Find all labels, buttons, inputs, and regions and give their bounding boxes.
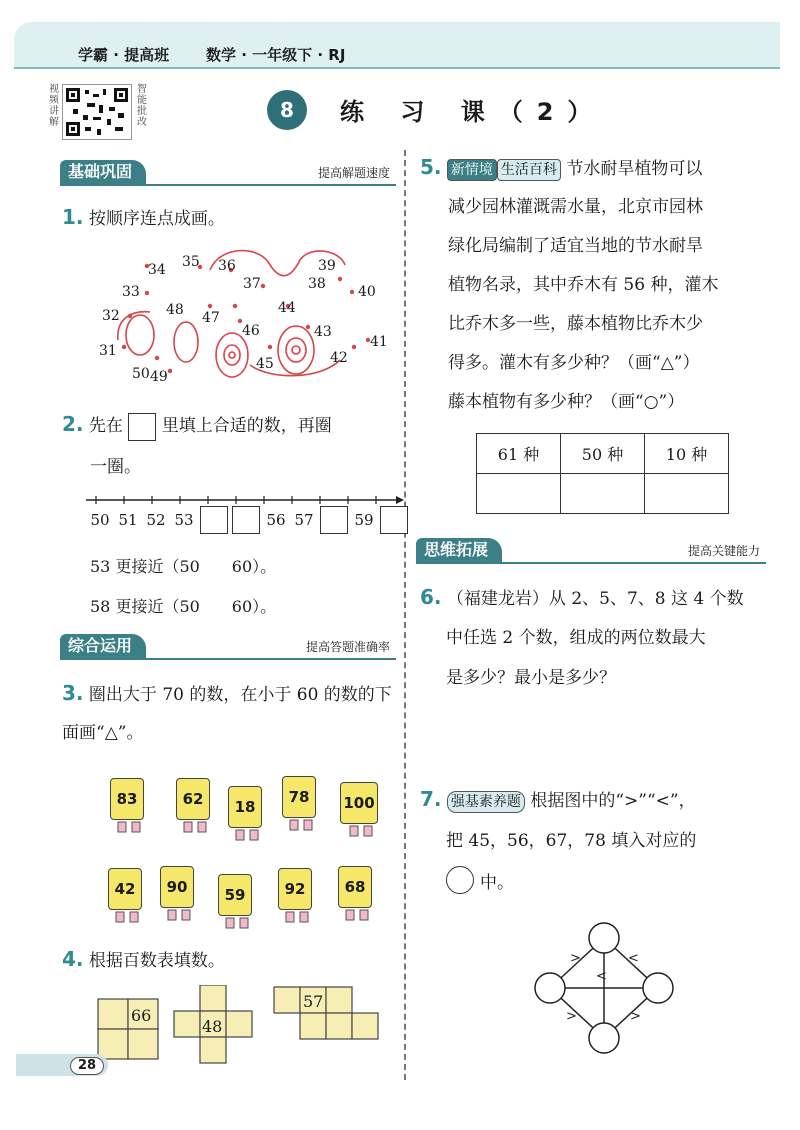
dot-label: 48 <box>166 302 184 318</box>
question-3-text: 圈出大于 70 的数，在小于 60 的数的下面画“△”。 <box>62 685 392 743</box>
section-combined-tag: 综合运用 <box>60 634 146 658</box>
column-divider <box>404 150 406 1080</box>
nl-answer-box[interactable] <box>380 506 408 534</box>
question-6 <box>420 578 770 618</box>
connect-dots-picture[interactable] <box>90 240 400 390</box>
lesson-title: 练 习 课（2） <box>340 98 606 126</box>
question-5-line: 绿化局编制了适宜当地的节水耐旱 <box>448 236 703 256</box>
question-5-line: 得多。灌木有多少种？（画“△”） <box>448 353 700 373</box>
section-thinking-tag: 思维拓展 <box>416 538 502 562</box>
dot-label: 38 <box>308 276 326 292</box>
question-4 <box>62 940 225 980</box>
tag-life-knowledge: 生活百科 <box>497 159 561 181</box>
compare-sign: > <box>630 1009 641 1024</box>
question-5-line: 藤本植物有多少种？（画“○”） <box>448 392 685 412</box>
question-1 <box>62 198 225 238</box>
number-line-labels <box>86 506 410 534</box>
hundred-chart-grids[interactable] <box>96 985 396 1065</box>
subject-title: 数学 · 一年级下 · RJ <box>206 46 346 64</box>
answer-circle <box>643 973 673 1003</box>
question-7-line-2: 把 45，56，67，78 填入对应的 <box>446 831 697 851</box>
compare-sign: < <box>628 951 639 966</box>
answer-circle <box>589 1023 619 1053</box>
dot-label: 46 <box>242 323 260 339</box>
question-6-body <box>446 618 706 698</box>
dot-label: 32 <box>102 308 120 324</box>
page-number: 28 <box>70 1057 104 1075</box>
table-option: 61 种 <box>477 434 561 474</box>
dot-label: 34 <box>148 262 166 278</box>
section-thinking <box>416 538 766 564</box>
nl-label: 51 <box>118 511 138 529</box>
dot-label: 35 <box>182 254 200 270</box>
question-6-line: 中任选 2 个数，组成的两位数最大 <box>446 628 706 648</box>
dot-label: 39 <box>318 258 336 274</box>
dot-label: 47 <box>202 310 220 326</box>
brand-title: 学霸 · 提高班 <box>78 46 170 64</box>
nl-answer-box[interactable] <box>200 506 228 534</box>
answer-circle <box>589 923 619 953</box>
dot-label: 43 <box>314 324 332 340</box>
table-option: 10 种 <box>645 434 729 474</box>
grid-given-number: 57 <box>303 992 324 1011</box>
dot-label: 50 <box>132 366 150 382</box>
question-5-line: 植物名录，其中乔木有 56 种，灌木 <box>448 275 719 295</box>
robot-legs-icon <box>100 760 400 930</box>
question-4-number: 4. <box>62 947 84 971</box>
robot-number-card[interactable]: 62 <box>176 778 210 820</box>
section-basic-tag: 基础巩固 <box>60 160 146 184</box>
question-2-line-1[interactable]: 53 更接近（50 60）。 <box>90 557 277 576</box>
section-combined <box>60 634 396 660</box>
table-answer-cell[interactable] <box>561 474 645 514</box>
question-5-line: 节水耐旱植物可以 <box>566 159 703 179</box>
robot-number-card[interactable]: 92 <box>278 868 312 910</box>
dot-label: 45 <box>256 356 274 372</box>
tag-core-literacy: 强基素养题 <box>447 791 525 813</box>
question-7-line-3-text: 中。 <box>480 872 514 893</box>
nl-label: 52 <box>146 511 166 529</box>
section-basic-hint: 提高解题速度 <box>317 166 390 180</box>
question-5-line: 减少园林灌溉需水量，北京市园林 <box>448 197 703 217</box>
nl-answer-box[interactable] <box>320 506 348 534</box>
question-5 <box>420 148 770 188</box>
dot-label: 36 <box>218 258 236 274</box>
question-7-line-3 <box>446 866 514 894</box>
robot-number-card[interactable]: 18 <box>228 786 262 828</box>
robot-number-card[interactable]: 42 <box>108 868 142 910</box>
qr-code[interactable] <box>62 84 132 140</box>
circle-blank-icon <box>446 866 474 894</box>
question-2-text-a: 先在 <box>88 416 123 436</box>
tag-new-context: 新情境 <box>447 159 497 181</box>
question-2-line-2[interactable]: 58 更接近（50 60）。 <box>90 597 277 616</box>
nl-label: 59 <box>354 511 374 529</box>
robot-number-card[interactable]: 100 <box>340 782 378 824</box>
question-2-text-c: 一圈。 <box>90 457 141 477</box>
nl-answer-box[interactable] <box>232 506 260 534</box>
section-thinking-hint: 提高关键能力 <box>687 544 760 558</box>
dot-label: 37 <box>243 276 261 292</box>
header-divider <box>14 67 780 69</box>
answer-box-icon <box>128 413 156 441</box>
dot-label: 33 <box>122 284 140 300</box>
question-7-number: 7. <box>420 787 442 811</box>
qr-left-label: 视频讲解 <box>49 84 59 128</box>
lesson-number-badge: 8 <box>267 90 307 130</box>
compare-sign: < <box>596 969 607 984</box>
dot-label: 44 <box>278 300 296 316</box>
dot-label: 49 <box>150 369 168 385</box>
nl-label: 50 <box>90 511 110 529</box>
question-3-number: 3. <box>62 681 84 705</box>
grid-given-number: 66 <box>131 1006 152 1025</box>
dot-label: 42 <box>330 350 348 366</box>
question-7-line-1: 根据图中的“>”“<”， <box>530 791 696 811</box>
robot-number-card[interactable]: 83 <box>110 778 144 820</box>
question-7 <box>420 780 770 820</box>
nl-label: 57 <box>294 511 314 529</box>
robot-number-card[interactable]: 90 <box>160 866 194 908</box>
compare-diagram[interactable] <box>530 918 680 1058</box>
compare-sign: > <box>566 1009 577 1024</box>
answer-table <box>476 433 729 514</box>
section-combined-hint: 提高答题准确率 <box>305 640 390 654</box>
question-6-line: （福建龙岩）从 2、5、7、8 这 4 个数 <box>446 589 744 609</box>
question-1-text: 按顺序连点成画。 <box>88 209 225 229</box>
question-1-number: 1. <box>62 205 84 229</box>
robot-number-card[interactable]: 78 <box>282 776 316 818</box>
question-5-number: 5. <box>420 155 442 179</box>
table-answer-cell[interactable] <box>645 474 729 514</box>
robot-number-card[interactable]: 59 <box>218 874 252 916</box>
robot-numbers <box>100 760 400 930</box>
question-5-body <box>448 188 768 422</box>
answer-circle <box>535 973 565 1003</box>
robot-number-card[interactable]: 68 <box>338 866 372 908</box>
question-2 <box>62 405 402 445</box>
dot-label: 31 <box>99 343 117 359</box>
nl-label: 56 <box>266 511 286 529</box>
qr-code-icon <box>63 85 131 139</box>
question-5-line: 比乔木多一些，藤本植物比乔木少 <box>448 314 703 334</box>
question-6-number: 6. <box>420 585 442 609</box>
question-3 <box>62 674 398 752</box>
compare-sign: > <box>570 951 581 966</box>
table-option: 50 种 <box>561 434 645 474</box>
section-basic <box>60 160 396 186</box>
nl-label: 53 <box>174 511 194 529</box>
table-answer-cell[interactable] <box>477 474 561 514</box>
question-6-line: 是多少？最小是多少？ <box>446 668 616 688</box>
qr-right-label: 智能批改 <box>137 84 147 128</box>
dot-label: 41 <box>370 334 388 350</box>
question-4-text: 根据百数表填数。 <box>88 951 225 971</box>
question-2-number: 2. <box>62 412 84 436</box>
dot-label: 40 <box>358 284 376 300</box>
question-2-text-b: 里填上合适的数，再圈 <box>161 416 332 436</box>
grid-given-number: 48 <box>202 1017 223 1036</box>
